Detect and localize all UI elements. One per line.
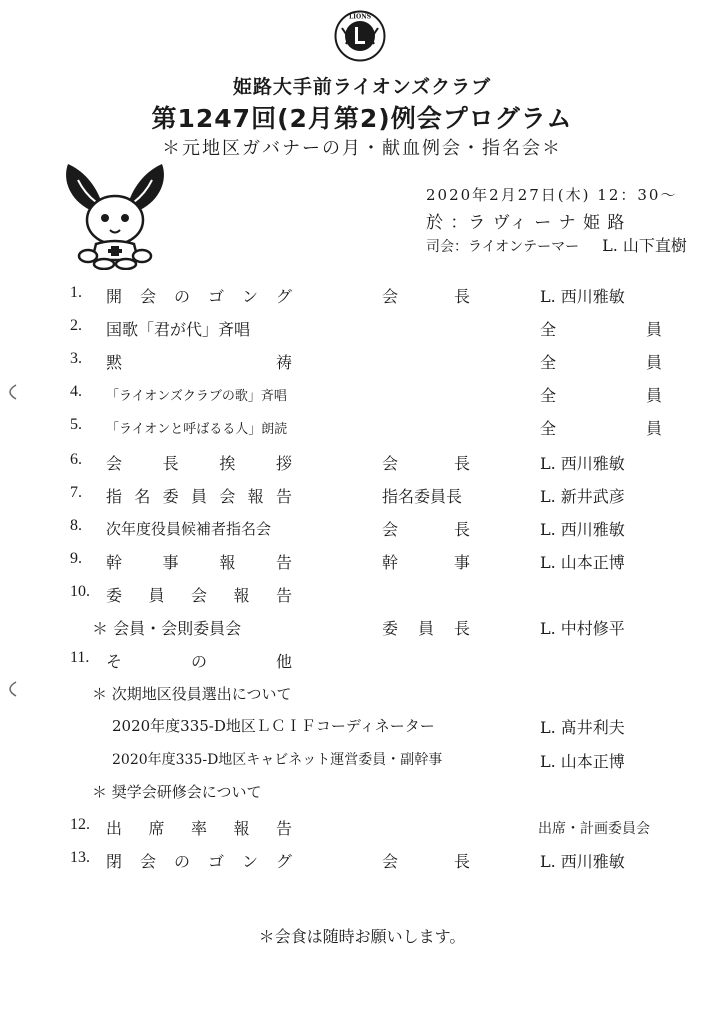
sub-item: ＊ 会員・会則委員会	[92, 619, 242, 638]
item-number: 9.	[70, 550, 82, 567]
item-number: 11.	[70, 649, 90, 666]
item-name: 「ライオンと呼ばるる人」朗読	[106, 422, 288, 437]
item-role: 指名委員長	[382, 487, 463, 506]
sub-item: ＊ 次期地区役員選出について	[92, 685, 292, 703]
item-name: 幹 事 報 告	[106, 553, 292, 572]
item-person: 全 員	[540, 419, 662, 438]
lions-logo	[334, 10, 386, 62]
item-person: L. 山本正博	[540, 752, 625, 771]
item-number: 7.	[70, 484, 82, 501]
mc-role: 司会：ライオンテーマー	[426, 239, 580, 255]
item-role: 委 員 長	[382, 619, 470, 638]
footer-note: ＊会食は随時お願いします。	[258, 927, 466, 946]
item-person: L. 新井武彦	[540, 487, 625, 506]
item-name: 出 席 率 報 告	[106, 819, 292, 838]
mc-line	[426, 233, 687, 256]
item-number: 2.	[70, 317, 82, 334]
item-name: そ の 他	[106, 652, 292, 671]
item-name: 委 員 会 報 告	[106, 586, 292, 605]
item-number: 13.	[70, 849, 90, 866]
detail-item: 2020年度335-D地区ＬＣＩＦコーディネーター	[112, 717, 435, 735]
mc-name: L. 山下直樹	[602, 236, 687, 255]
item-number: 6.	[70, 451, 82, 468]
item-number: 10.	[70, 583, 90, 600]
item-number: 4.	[70, 383, 82, 400]
item-name: 指 名 委 員 会 報 告	[106, 487, 292, 506]
item-role: 会 長	[382, 520, 470, 539]
item-person: L. 山本正博	[540, 553, 625, 572]
item-person: 全 員	[540, 320, 662, 339]
punch-hole-mark	[2, 680, 20, 698]
meeting-date: 2020年2月27日(木) 12：30～	[426, 186, 678, 204]
mascot-illustration	[60, 160, 170, 270]
item-name: 次年度役員候補者指名会	[106, 520, 272, 538]
item-number: 12.	[70, 816, 90, 833]
item-name: 黙 祷	[106, 353, 292, 372]
item-role: 会 長	[382, 852, 470, 871]
lions-logo-text: LIONS	[348, 13, 372, 21]
item-role: 幹 事	[382, 553, 470, 572]
item-person: L. 中村修平	[540, 619, 625, 638]
item-person: 出席・計画委員会	[538, 821, 650, 837]
item-name: 閉 会 の ゴ ン グ	[106, 852, 292, 871]
item-number: 5.	[70, 416, 82, 433]
item-role: 会 長	[382, 287, 470, 306]
club-name: 姫路大手前ライオンズクラブ	[232, 76, 492, 98]
item-number: 8.	[70, 517, 82, 534]
item-person: 全 員	[540, 386, 662, 405]
item-person: 全 員	[540, 353, 662, 372]
page-subtitle: ＊元地区ガバナーの月・献血例会・指名会＊	[162, 138, 562, 159]
item-name: 国歌「君が代」斉唱	[106, 320, 251, 339]
item-name: 会 長 挨 拶	[106, 454, 292, 473]
item-person: L. 西川雅敏	[540, 287, 625, 306]
item-name: 開 会 の ゴ ン グ	[106, 287, 292, 306]
item-person: L. 西川雅敏	[540, 520, 625, 539]
detail-item: 2020年度335-D地区キャビネット運営委員・副幹事	[112, 752, 443, 768]
sub-item: ＊ 奨学会研修会について	[92, 783, 262, 801]
item-person: L. 西川雅敏	[540, 454, 625, 473]
item-number: 1.	[70, 284, 82, 301]
item-person: L. 髙井利夫	[540, 718, 625, 737]
item-person: L. 西川雅敏	[540, 852, 625, 871]
meeting-venue: 於 ：ラ ヴィ ー ナ 姫 路	[426, 213, 626, 233]
item-name: 「ライオンズクラブの歌」斉唱	[106, 389, 287, 404]
page-title: 第1247回(2月第2)例会プログラム	[151, 104, 573, 133]
punch-hole-mark	[2, 383, 20, 401]
item-role: 会 長	[382, 454, 470, 473]
item-number: 3.	[70, 350, 82, 367]
